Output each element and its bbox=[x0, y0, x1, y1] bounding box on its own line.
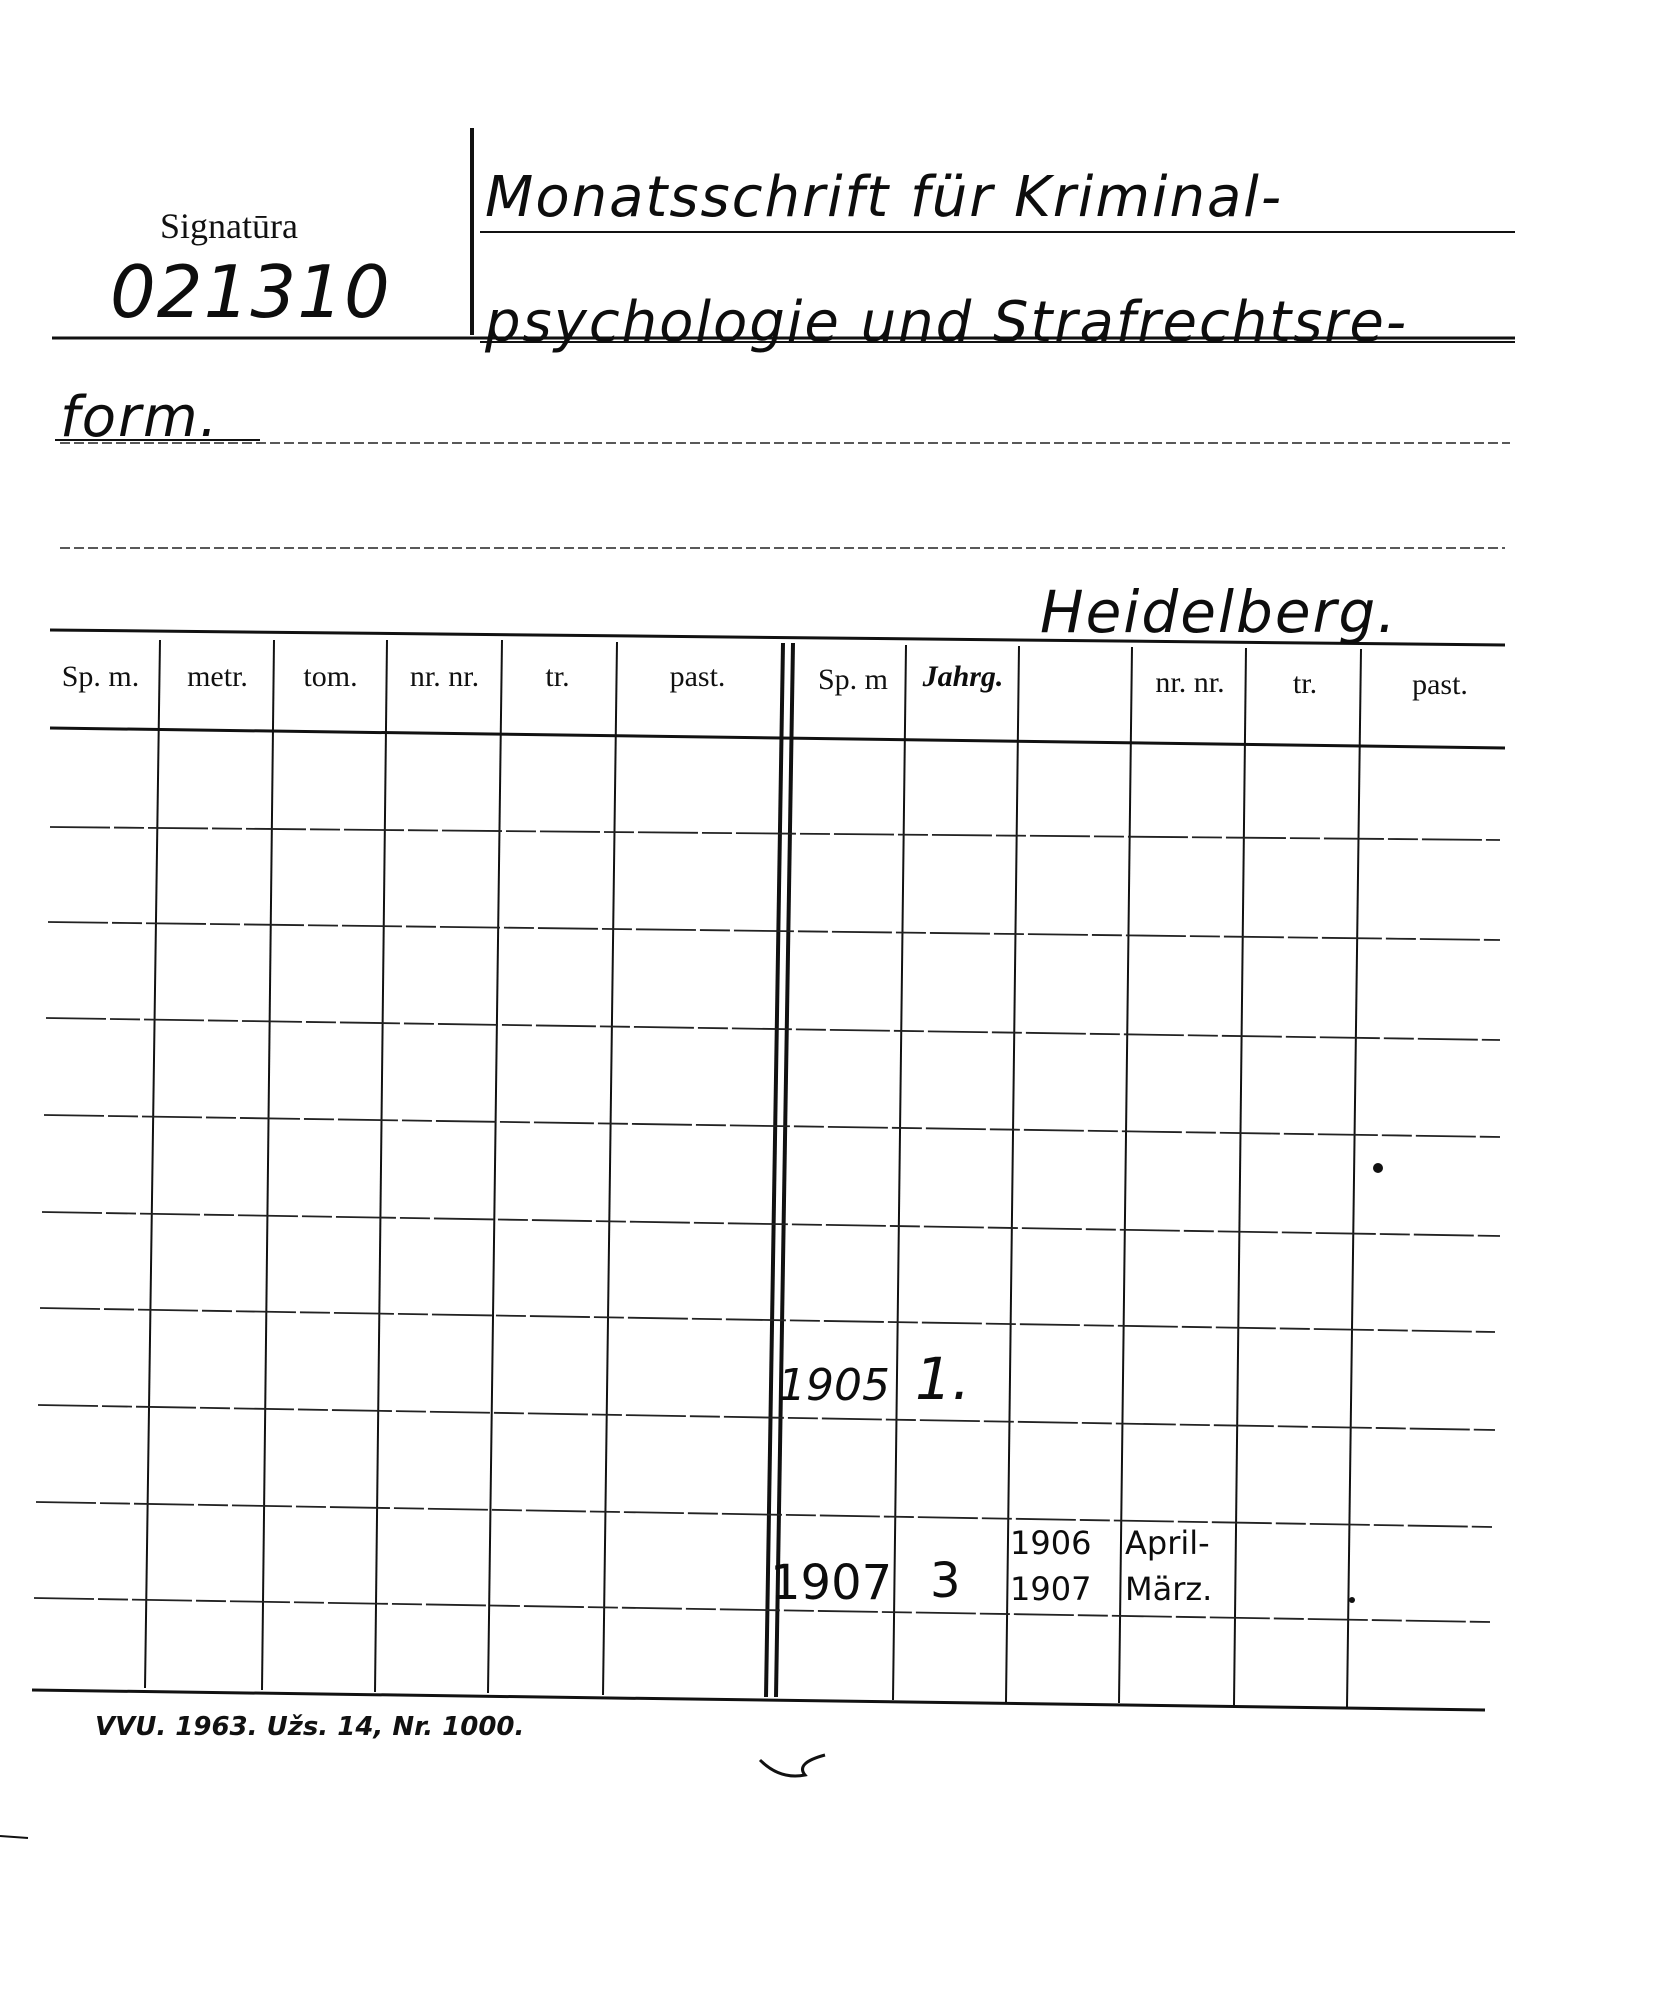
speck bbox=[1349, 1597, 1355, 1603]
entry-2-period-months: April- März. bbox=[1125, 1524, 1213, 1608]
col-line-l1 bbox=[145, 640, 160, 1688]
col-header-nr-right: nr. nr. bbox=[1155, 666, 1225, 699]
col-header-tom: tom. bbox=[303, 660, 358, 693]
col-line-l5 bbox=[603, 642, 617, 1695]
edge-mark bbox=[0, 1836, 28, 1838]
entry-2-period-years: 1906 1907 bbox=[1010, 1524, 1092, 1608]
entry-2-volume: 3 bbox=[930, 1553, 961, 1609]
col-header-past-right: past. bbox=[1412, 668, 1468, 701]
col-header-nr-left: nr. nr. bbox=[409, 660, 480, 693]
col-line-l4 bbox=[488, 640, 502, 1693]
entry-2-year: 1907 bbox=[770, 1555, 893, 1611]
speck bbox=[1373, 1163, 1383, 1173]
print-note: VVU. 1963. Užs. 14, Nr. 1000. bbox=[95, 1712, 525, 1742]
col-header-tr-right: tr. bbox=[1292, 667, 1318, 700]
signatura-value: 021310 bbox=[110, 250, 391, 334]
table-bottom-rule bbox=[32, 1690, 1485, 1710]
title-line-1: Monatsschrift für Kriminal- bbox=[485, 165, 1284, 230]
title-line-2: psychologie und Strafrechtsre- bbox=[485, 290, 1409, 355]
title-line-3: form. bbox=[60, 385, 220, 450]
stray-mark bbox=[760, 1755, 825, 1776]
col-line-l3 bbox=[375, 640, 387, 1692]
col-line-r5 bbox=[1347, 649, 1361, 1707]
col-header-past-left: past. bbox=[669, 660, 726, 693]
col-line-l2 bbox=[262, 640, 274, 1690]
signatura-label: Signatūra bbox=[160, 206, 298, 246]
place-of-publication: Heidelberg. bbox=[1040, 578, 1398, 646]
entry-1-volume: 1. bbox=[915, 1345, 971, 1413]
col-header-sp-m-right: Sp. m bbox=[817, 663, 889, 696]
row-lines bbox=[34, 827, 1500, 1622]
col-header-tr-left: tr. bbox=[545, 660, 570, 693]
entry-1-year: 1905 bbox=[778, 1360, 890, 1411]
col-header-sp-m-left: Sp. m. bbox=[61, 660, 140, 693]
table-header-rule bbox=[50, 728, 1505, 748]
col-line-r1 bbox=[893, 645, 906, 1700]
col-header-metr: metr. bbox=[187, 660, 248, 693]
col-header-jahrg: Jahrg. bbox=[922, 660, 1004, 693]
